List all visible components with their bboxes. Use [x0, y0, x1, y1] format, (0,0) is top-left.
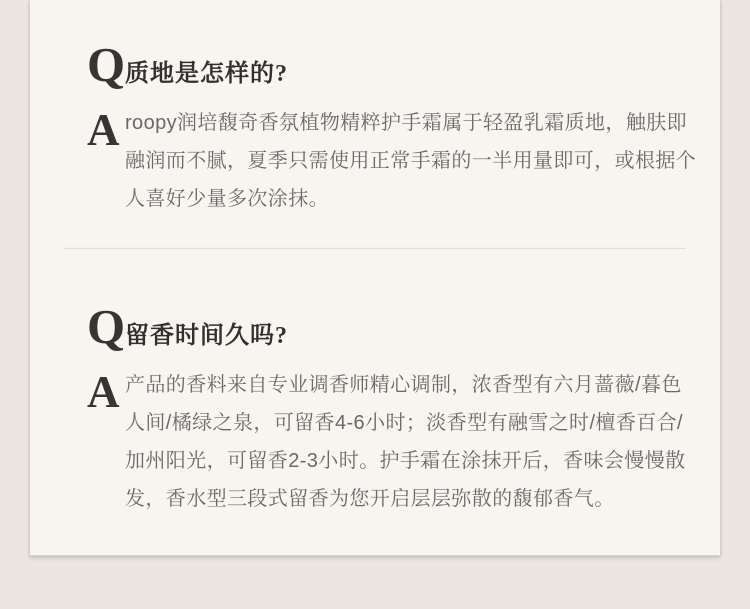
section-divider: [64, 248, 686, 249]
q-letter: Q: [87, 299, 126, 354]
answer-text: [125, 366, 692, 518]
answer-line: 加州阳光，可留香2-3小时。护手霜在涂抹开后，香味会慢慢散: [125, 450, 686, 472]
answer-row: [87, 104, 697, 218]
q-letter: Q: [87, 37, 126, 92]
answer-row: [87, 366, 692, 518]
question-text: 质地是怎样的?: [125, 61, 288, 87]
answer-text: [125, 104, 697, 218]
faq-card: [30, 0, 720, 556]
qa-block-texture: [87, 37, 697, 218]
answer-line: 产品的香料来自专业调香师精心调制，浓香型有六月蔷薇/暮色: [125, 374, 682, 396]
answer-line: 人喜好少量多次涂抹。: [125, 188, 329, 210]
answer-line: roopy润培馥奇香氛植物精粹护手霜属于轻盈乳霜质地，触肤即: [125, 112, 688, 134]
answer-line: 人间/橘绿之泉，可留香4-6小时；淡香型有融雪之时/檀香百合/: [125, 412, 683, 434]
qa-block-fragrance: [87, 299, 692, 518]
answer-line: 融润而不腻，夏季只需使用正常手霜的一半用量即可，或根据个: [125, 150, 697, 172]
a-letter: A: [87, 105, 120, 155]
answer-line: 发，香水型三段式留香为您开启层层弥散的馥郁香气。: [125, 488, 615, 510]
question-row: [87, 299, 692, 354]
a-letter: A: [87, 367, 120, 417]
question-text: 留香时间久吗?: [125, 323, 288, 349]
question-row: [87, 37, 692, 92]
